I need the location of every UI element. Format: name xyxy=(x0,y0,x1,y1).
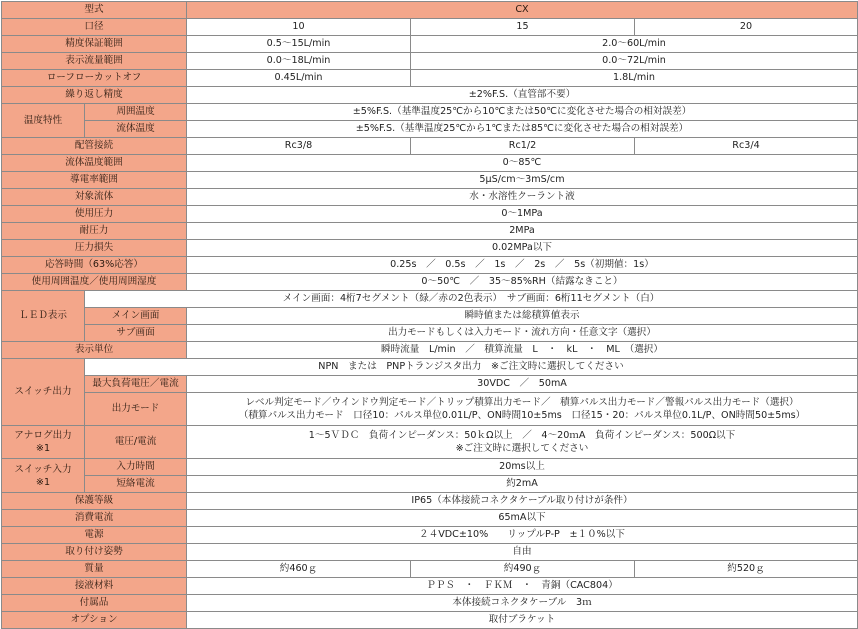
led-summary: メイン画面：4桁7セグメント（緑／赤の2色表示） サブ画面：6桁11セグメント（白） xyxy=(85,291,858,308)
proof-pressure-label: 耐圧力 xyxy=(2,223,187,240)
wetted-material-value: ＰＰＳ ・ ＦＫＭ ・ 青銅（CAC804） xyxy=(187,578,858,595)
spec-table xyxy=(1,1,858,629)
analog-output-label-line2: ※1 xyxy=(35,443,51,454)
port-label: 配管接続 xyxy=(2,138,187,155)
display-unit-value: 瞬時流量 L/min ／ 積算流量 L ・ kL ・ ML （選択） xyxy=(187,342,858,359)
ambient-temperature-label: 周囲温度 xyxy=(85,104,187,121)
low-flow-cutoff-15-20: 1.8L/min xyxy=(411,70,858,87)
short-current-value: 約2mA xyxy=(187,476,858,493)
ambient-temperature-value: ±5%F.S.（基準温度25℃から10℃または50℃に変化させた場合の相対誤差） xyxy=(187,104,858,121)
response-time-label: 応答時間（63%応答） xyxy=(2,257,187,274)
accuracy-range-10: 0.5～15L/min xyxy=(187,36,411,53)
input-time-value: 20ms以上 xyxy=(187,459,858,476)
fluid-temp-range-value: 0～85℃ xyxy=(187,155,858,172)
max-load-value: 30VDC ／ 50mA xyxy=(187,376,858,393)
output-mode-line2: （積算パルス出力モード 口径10：パルス単位0.01L/P、ON時間10±5ms 口径15・20：パルス単位0.1L/P、ON時間50±5ms） xyxy=(238,410,806,421)
led-label: ＬＥＤ表示 xyxy=(2,291,85,342)
fluid-temp-range-label: 流体温度範囲 xyxy=(2,155,187,172)
voltage-current-line1: 1～5ＶＤＣ 負荷インピーダンス：50ｋΩ以上 ／ 4～20ｍA 負荷インピーダンス：500Ω以下 xyxy=(308,430,736,441)
consumption-value: 65mA以下 xyxy=(187,510,858,527)
bore-label: 口径 xyxy=(2,19,187,36)
mass-15: 約490ｇ xyxy=(411,561,635,578)
output-mode-line1: レベル判定モード／ウインドウ判定モード／トリップ積算出力モード／ 積算パルス出力モード／警報パルス出力モード（選択） xyxy=(245,397,799,408)
switch-input-label-line1: スイッチ入力 xyxy=(14,463,72,475)
mounting-value: 自由 xyxy=(187,544,858,561)
model-label: 型式 xyxy=(2,2,187,19)
repeatability-label: 繰り返し精度 xyxy=(2,87,187,104)
accessory-label: 付属品 xyxy=(2,595,187,612)
voltage-current-line2: ※ご注文時に選択してください xyxy=(455,443,589,454)
pressure-label: 使用圧力 xyxy=(2,206,187,223)
display-range-label: 表示流量範囲 xyxy=(2,53,187,70)
display-range-10: 0.0～18L/min xyxy=(187,53,411,70)
led-main-label: メイン画面 xyxy=(85,308,187,325)
voltage-current-label: 電圧/電流 xyxy=(85,426,187,459)
power-label: 電源 xyxy=(2,527,187,544)
output-mode-label: 出力モード xyxy=(85,393,187,426)
accessory-value: 本体接続コネクタケーブル 3ｍ xyxy=(187,595,858,612)
power-value: ２４VDC±10% リップルP-P ±１０%以下 xyxy=(187,527,858,544)
model-value: CX xyxy=(187,2,858,19)
input-time-label: 入力時間 xyxy=(85,459,187,476)
port-20: Rc3/4 xyxy=(635,138,858,155)
port-10: Rc3/8 xyxy=(187,138,411,155)
analog-output-label xyxy=(2,426,85,459)
accuracy-range-label: 精度保証範囲 xyxy=(2,36,187,53)
environment-label: 使用周囲温度／使用周囲湿度 xyxy=(2,274,187,291)
switch-output-summary: NPN または PNPトランジスタ出力 ※ご注文時に選択してください xyxy=(85,359,858,376)
target-fluid-label: 対象流体 xyxy=(2,189,187,206)
voltage-current-value xyxy=(187,426,858,459)
mass-label: 質量 xyxy=(2,561,187,578)
bore-10: 10 xyxy=(187,19,411,36)
bore-20: 20 xyxy=(635,19,858,36)
mounting-label: 取り付け姿勢 xyxy=(2,544,187,561)
mass-10: 約460ｇ xyxy=(187,561,411,578)
output-mode-value xyxy=(187,393,858,426)
analog-output-label-line1: アナログ出力 xyxy=(14,430,72,441)
temperature-label: 温度特性 xyxy=(2,104,85,138)
max-load-label: 最大負荷電圧／電流 xyxy=(85,376,187,393)
switch-input-label xyxy=(2,459,85,493)
response-time-value: 0.25s ／ 0.5s ／ 1s ／ 2s ／ 5s（初期値：1s） xyxy=(187,257,858,274)
protection-label: 保護等級 xyxy=(2,493,187,510)
accuracy-range-15-20: 2.0～60L/min xyxy=(411,36,858,53)
fluid-temperature-label: 流体温度 xyxy=(85,121,187,138)
conductivity-label: 導電率範囲 xyxy=(2,172,187,189)
display-unit-label: 表示単位 xyxy=(2,342,187,359)
option-label: オプション xyxy=(2,612,187,629)
bore-15: 15 xyxy=(411,19,635,36)
wetted-material-label: 接液材料 xyxy=(2,578,187,595)
pressure-loss-value: 0.02MPa以下 xyxy=(187,240,858,257)
pressure-loss-label: 圧力損失 xyxy=(2,240,187,257)
conductivity-value: 5μS/cm～3mS/cm xyxy=(187,172,858,189)
switch-output-label: スイッチ出力 xyxy=(2,359,85,426)
led-sub-label: サブ画面 xyxy=(85,325,187,342)
low-flow-cutoff-10: 0.45L/min xyxy=(187,70,411,87)
fluid-temperature-value: ±5%F.S.（基準温度25℃から1℃または85℃に変化させた場合の相対誤差） xyxy=(187,121,858,138)
target-fluid-value: 水・水溶性クーラント液 xyxy=(187,189,858,206)
consumption-label: 消費電流 xyxy=(2,510,187,527)
environment-value: 0～50℃ ／ 35～85%RH（結露なきこと） xyxy=(187,274,858,291)
port-15: Rc1/2 xyxy=(411,138,635,155)
protection-value: IP65（本体接続コネクタケーブル取り付けが条件） xyxy=(187,493,858,510)
display-range-15-20: 0.0～72L/min xyxy=(411,53,858,70)
switch-input-label-line2: ※1 xyxy=(35,476,51,488)
repeatability-value: ±2%F.S.（直管部不要） xyxy=(187,87,858,104)
short-current-label: 短絡電流 xyxy=(85,476,187,493)
proof-pressure-value: 2MPa xyxy=(187,223,858,240)
led-sub-value: 出力モードもしくは入力モード・流れ方向・任意文字（選択） xyxy=(187,325,858,342)
low-flow-cutoff-label: ローフローカットオフ xyxy=(2,70,187,87)
pressure-value: 0～1MPa xyxy=(187,206,858,223)
option-value: 取付ブラケット xyxy=(187,612,858,629)
mass-20: 約520ｇ xyxy=(635,561,858,578)
led-main-value: 瞬時値または総積算値表示 xyxy=(187,308,858,325)
